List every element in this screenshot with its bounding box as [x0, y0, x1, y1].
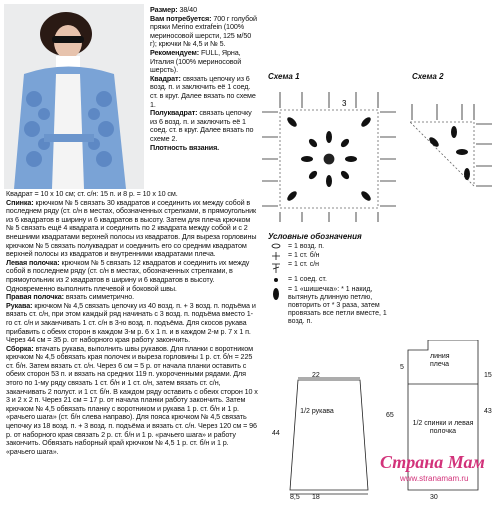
- legend-item-4: = 1 соед. ст.: [288, 276, 327, 283]
- dim-back-bottom: 30: [430, 494, 438, 501]
- legend-title: Условные обозначения: [268, 232, 362, 241]
- dim-back-mid: 43: [484, 408, 492, 415]
- svg-text:3: 3: [342, 99, 347, 108]
- dim-sleeve-bottom-a: 8,5: [290, 494, 300, 501]
- neck-label: линия плеча: [430, 353, 450, 368]
- legend-item-2: = 1 ст. б/н: [288, 252, 320, 259]
- dim-back-top1: 5: [400, 364, 404, 371]
- model-photo: [4, 4, 144, 189]
- info-header: Размер: 38/40 Вам потребуется: 700 г голубой пряжи Merino extrafein (100% мериносовой шерсти, 125 м/50 г); крючки № 4,5 и № 5. Рекомендуем: FULL, Ярна, Италия (100% мериносовой шерсть). Квадрат: связать цепочку из 6 возд. п. и заключить её 1 соед. ст. в круг. Далее вязать по схеме 1. Полуквадрат: связать цепочку из 6 возд. п. и заключить её 1 соед. ст. в круг. Далее вязать по схеме 2. Плотность вязания.: [150, 5, 257, 152]
- scheme2-title: Схема 2: [412, 72, 444, 81]
- watermark-url: www.stranamam.ru: [400, 474, 469, 483]
- crochet-schemes: [262, 82, 498, 222]
- back-label: 1/2 спинки и левая полочка: [412, 420, 474, 435]
- dim-back-height: 65: [386, 412, 394, 419]
- dim-back-right1: 15: [484, 372, 492, 379]
- instructions-body: Квадрат = 10 x 10 см; ст. с/н: 15 п. и 8 р. = 10 x 10 см. Спинка: крючком № 5 связать 30 квадратов и соединить их между собой в последнем ряду (ст. с/н в местах, обозначенных стрелками, в прямоугольник из 6 квадратов в ширину и 6 квадратов в высоту. Затем для плеча крючком № 5 связать ещё 4 квадрата и соединить по 2 квадрата между собой и с 2 внешними квадратами верхней полосы из квадратов. Для выреза горловины крючком № 5 связать полуквадрат и соединить его со средним квадратом верхней полосы из квадратов и внутренними квадратами плеча. Левая полочка: крючком № 5 связать 12 квадратов и соединить их между собой в последнем ряду (ст. с/н в местах, обозначенных стрелками, в прямоугольник из 2 квадратов в ширину и 6 квадратов в высоту. Одновременно выполнить плечевой и боковой швы. Правая полочка: вязать симметрично. Рукава: крючком № 4,5 связать цепочку из 40 возд. п. + 3 возд. п. подъёма и вязать ст. с/н, при этом каждый ряд начинать с 3 возд. п. подъёма вместо 1-го ст. с/н и заканчивать 1 ст. с/н в 3-ю возд. п. подъёма. Для скосов рукава прибавить с обеих сторон в каждом 3-м р. 6 x 1 п. и в каждом 2-м р. 7 x 1 п. Через 44 см = 35 р. от наборного края работу закончить. Сборка: втачать рукава, выполнить швы рукавов. Для планки с воротником крючком № 4,5 обвязать края полочек и выреза горловины 1 р. ст. б/н = 225 ст. б/н. Затем вязать ст. с/н. Через 6 см = 5 р. от начала планки оставить с обеих сторон 53 п. и вязать на средних 119 п. укороченными рядами. Для этого по 1-му ряду связать 1 ст. б/н и 1 ст. с/н, затем вязать ст. с/н, заканчивать 2 полуст. и 1 ст. б/н. В каждом ряду оставить с обеих сторон 10 x 3 и 2 x 2 п. Через 21 см = 17 р. от начала планки работу закончить. Затем крючком № 4,5 обвязать планку с воротником и рукава 1 р. ст. б/н и 1 р. «рачьего шага» (ст. б/н слева направо). Для пояса крючком № 4,5 связать цепочку из 18 возд. п. + 3 возд. п. подъёма и вязать ст. с/н. Через 120 см = 96 р. от наборного края связать 2 р. ст. б/н и 1 р. «рачьего шага» и работу закончить. Обвязать наборный край крючком № 4,5 1 р. ст. б/н и 1 р. «рачьего шага».: [6, 189, 258, 456]
- legend-item-1: = 1 возд. п.: [288, 243, 325, 250]
- dim-sleeve-bottom-b: 18: [312, 494, 320, 501]
- watermark-text: Страна Мам: [380, 452, 485, 472]
- legend-item-5: = 1 «шишечка»: * 1 накид, вытянуть длинную петлю, повторить от * 3 раза, затем провязать все петли вместе, 1 возд. п.: [288, 286, 387, 325]
- dim-sleeve-top: 22: [312, 372, 320, 379]
- legend-symbols: [266, 242, 288, 306]
- sleeve-label: 1/2 рукава: [300, 408, 334, 415]
- scheme1-title: Схема 1: [268, 72, 300, 81]
- dim-sleeve-left: 44: [272, 430, 280, 437]
- legend-item-3: = 1 ст. с/н: [288, 261, 320, 268]
